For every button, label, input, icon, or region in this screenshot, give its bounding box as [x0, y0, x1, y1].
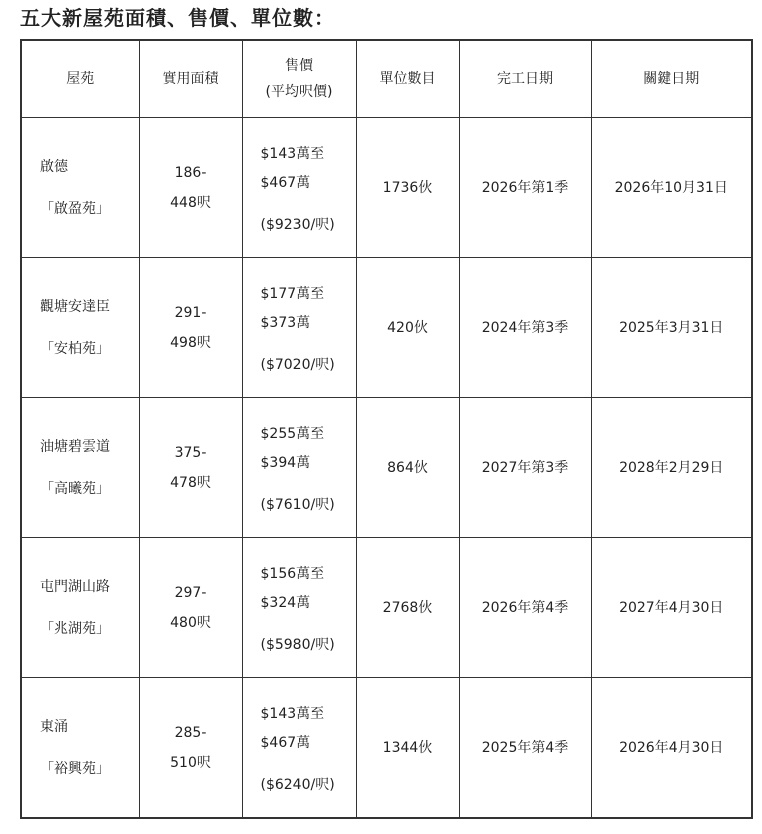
estate-name: 「高曦苑」	[40, 480, 110, 497]
deadline-cell: 2025年3月31日	[591, 258, 752, 398]
completion-cell: 2026年第4季	[459, 538, 591, 678]
estate-district: 觀塘安達臣	[40, 298, 110, 315]
header-completion: 完工日期	[459, 40, 591, 118]
header-units: 單位數目	[356, 40, 459, 118]
header-area: 實用面積	[139, 40, 242, 118]
area-from: 297-	[174, 584, 207, 601]
area-to: 478呎	[170, 474, 211, 491]
estate-cell	[21, 678, 139, 819]
table-header-row	[21, 40, 752, 118]
price-cell	[242, 258, 356, 398]
average-price: ($5980/呎)	[260, 636, 335, 653]
table-row	[21, 258, 752, 398]
price-to: $467萬	[260, 734, 311, 751]
area-to: 480呎	[170, 614, 211, 631]
deadline-cell: 2027年4月30日	[591, 538, 752, 678]
area-cell	[139, 538, 242, 678]
average-price: ($7610/呎)	[260, 496, 335, 513]
area-to: 448呎	[170, 194, 211, 211]
estate-name: 「裕興苑」	[40, 760, 110, 777]
area-from: 375-	[174, 444, 207, 461]
header-price-average-label: (平均呎價)	[265, 84, 333, 100]
area-to: 498呎	[170, 334, 211, 351]
average-price: ($7020/呎)	[260, 356, 335, 373]
estate-name: 「啟盈苑」	[40, 200, 110, 217]
header-deadline: 關鍵日期	[591, 40, 752, 118]
header-price	[242, 40, 356, 118]
price-from: $143萬至	[260, 145, 325, 162]
price-from: $177萬至	[260, 285, 325, 302]
deadline-cell: 2028年2月29日	[591, 398, 752, 538]
estate-cell	[21, 538, 139, 678]
area-cell	[139, 258, 242, 398]
units-cell: 864伙	[356, 398, 459, 538]
price-cell	[242, 678, 356, 819]
price-to: $324萬	[260, 594, 311, 611]
area-from: 186-	[174, 164, 207, 181]
units-cell: 1736伙	[356, 118, 459, 258]
header-price-label: 售價	[285, 58, 313, 74]
estate-cell	[21, 118, 139, 258]
completion-cell: 2025年第4季	[459, 678, 591, 819]
completion-cell: 2027年第3季	[459, 398, 591, 538]
area-cell	[139, 118, 242, 258]
price-cell	[242, 118, 356, 258]
page-title: 五大新屋苑面積、售價、單位數：	[20, 6, 335, 30]
price-from: $143萬至	[260, 705, 325, 722]
price-from: $255萬至	[260, 425, 325, 442]
table-row	[21, 538, 752, 678]
units-cell: 420伙	[356, 258, 459, 398]
price-to: $394萬	[260, 454, 311, 471]
housing-table	[20, 39, 753, 819]
area-cell	[139, 398, 242, 538]
price-cell	[242, 538, 356, 678]
deadline-cell: 2026年4月30日	[591, 678, 752, 819]
units-cell: 1344伙	[356, 678, 459, 819]
price-to: $373萬	[260, 314, 311, 331]
average-price: ($9230/呎)	[260, 216, 335, 233]
header-estate: 屋苑	[21, 40, 139, 118]
completion-cell: 2026年第1季	[459, 118, 591, 258]
estate-district: 東涌	[40, 718, 68, 735]
estate-name: 「安柏苑」	[40, 340, 110, 357]
units-cell: 2768伙	[356, 538, 459, 678]
area-cell	[139, 678, 242, 819]
table-row	[21, 678, 752, 819]
estate-name: 「兆湖苑」	[40, 620, 110, 637]
price-to: $467萬	[260, 174, 311, 191]
area-to: 510呎	[170, 754, 211, 771]
price-from: $156萬至	[260, 565, 325, 582]
area-from: 291-	[174, 304, 207, 321]
estate-district: 屯門湖山路	[40, 578, 110, 595]
completion-cell: 2024年第3季	[459, 258, 591, 398]
estate-district: 油塘碧雲道	[40, 438, 110, 455]
table-row	[21, 118, 752, 258]
estate-cell	[21, 258, 139, 398]
estate-cell	[21, 398, 139, 538]
price-cell	[242, 398, 356, 538]
table-row	[21, 398, 752, 538]
estate-district: 啟德	[40, 158, 68, 175]
area-from: 285-	[174, 724, 207, 741]
deadline-cell: 2026年10月31日	[591, 118, 752, 258]
average-price: ($6240/呎)	[260, 776, 335, 793]
